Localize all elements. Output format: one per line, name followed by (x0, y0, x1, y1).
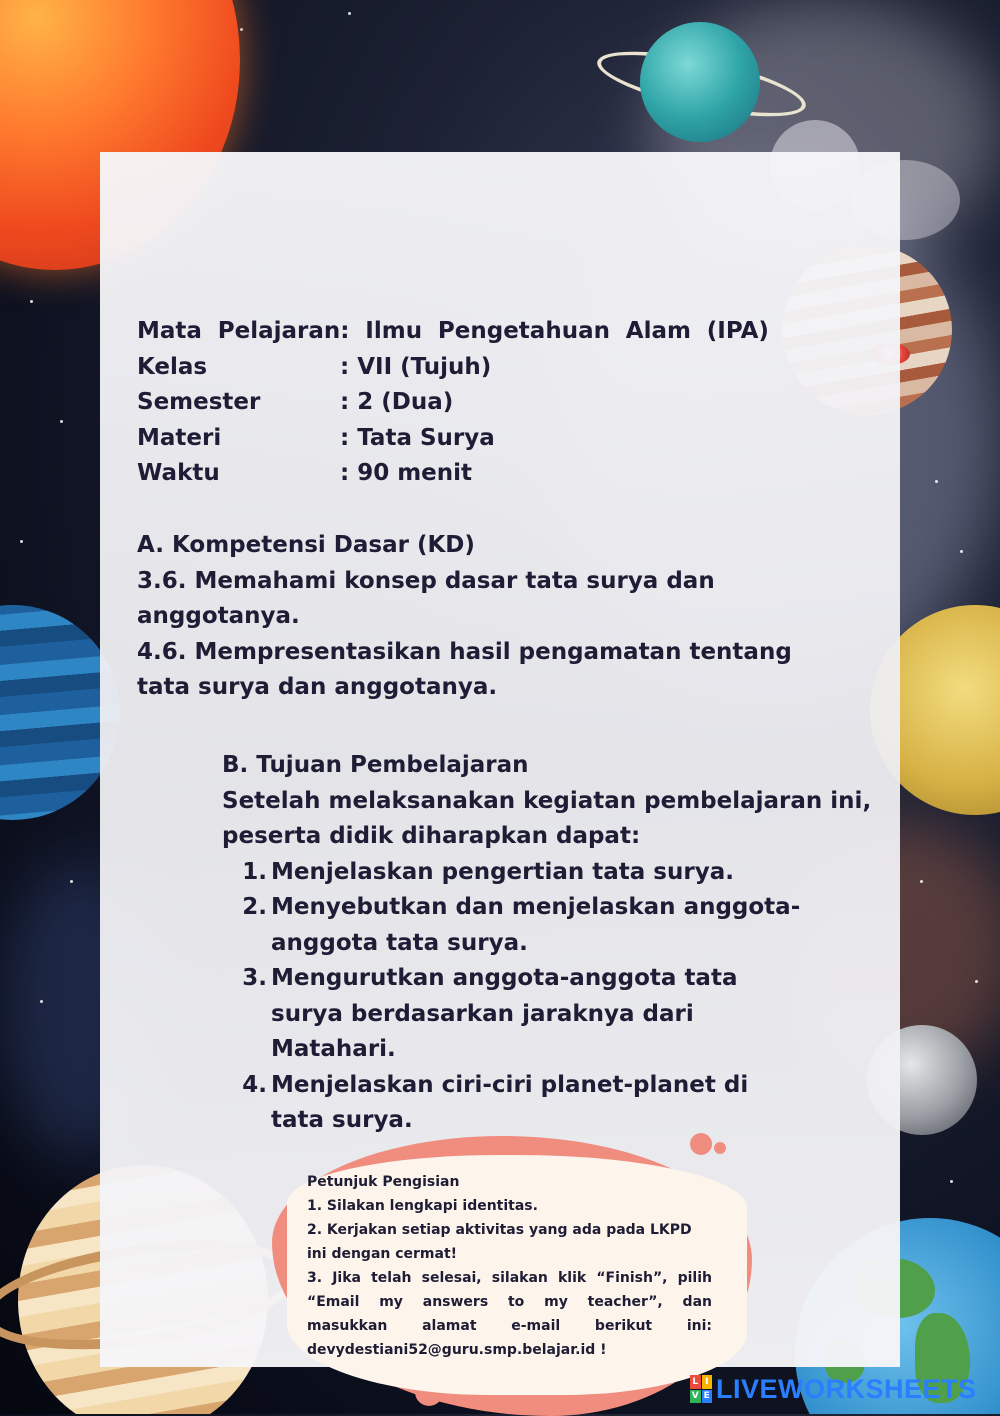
tp-item-text: Menjelaskan pengertian tata surya. (271, 858, 734, 885)
instructions-line: masukkan alamat e-mail berikut ini: (307, 1318, 712, 1334)
star (60, 420, 63, 423)
tujuan-pembelajaran-section (222, 748, 882, 1139)
instructions-title: Petunjuk Pengisian (307, 1174, 460, 1190)
decor-dot (690, 1133, 712, 1155)
star (935, 480, 938, 483)
mapel-word: Pengetahuan (437, 318, 610, 344)
mapel-word: Pelajaran: (217, 318, 350, 344)
star (30, 300, 33, 303)
saturn-planet-icon (640, 22, 760, 142)
instructions-text (307, 1170, 712, 1362)
semester-label: Semester (137, 389, 261, 415)
liveworksheets-wordmark: LIVEWORKSHEETS (716, 1373, 977, 1404)
badge-letter: I (702, 1375, 713, 1389)
semester-row (137, 385, 777, 421)
decor-dot (714, 1142, 726, 1154)
waktu-label: Waktu (137, 460, 220, 486)
star (975, 980, 978, 983)
tp-intro-line: peserta didik diharapkan dapat: (222, 823, 641, 849)
star (960, 550, 963, 553)
tp-item-text: Menjelaskan ciri-ciri planet-planet di tata surya. (271, 1071, 749, 1133)
tp-list-item (222, 890, 802, 961)
mapel-word: Mata (137, 318, 202, 344)
badge-letter: E (702, 1390, 713, 1404)
kelas-value: : VII (Tujuh) (340, 353, 492, 380)
materi-label: Materi (137, 424, 222, 451)
tp-list-item (222, 1068, 802, 1139)
tp-item-text: Mengurutkan anggota-anggota tata surya berdasarkan jaraknya dari Matahari. (271, 965, 738, 1062)
mata-pelajaran-row (137, 314, 769, 350)
mapel-word: Ilmu (365, 318, 423, 344)
star (920, 880, 923, 883)
tp-item-text: Menyebutkan dan menjelaskan anggota-anggota tata surya. (271, 894, 801, 956)
kd-heading: A. Kompetensi Dasar (KD) (137, 532, 475, 558)
tp-list-item (222, 961, 802, 1068)
badge-letter: L (690, 1375, 701, 1389)
instructions-line: 3. Jika telah selesai, silakan klik “Finish”, pilih (307, 1270, 712, 1286)
tp-list-item (222, 855, 742, 891)
semester-value: : 2 (Dua) (340, 389, 454, 415)
tp-item-number: 3. (242, 965, 267, 991)
star (950, 1180, 953, 1183)
star (348, 12, 351, 15)
instructions-line: “Email my answers to my teacher”, dan (307, 1294, 712, 1310)
liveworksheets-logo[interactable] (690, 1372, 990, 1406)
star (20, 540, 23, 543)
kelas-row (137, 350, 777, 386)
instructions-line: 2. Kerjakan setiap aktivitas yang ada pada LKPD (307, 1222, 692, 1238)
kd-item-line: 3.6. Memahami konsep dasar tata surya dan (137, 567, 715, 594)
tp-heading: B. Tujuan Pembelajaran (222, 752, 529, 778)
waktu-row (137, 456, 777, 492)
teacher-email: devydestiani52@guru.smp.belajar.id ! (307, 1342, 607, 1358)
kelas-label: Kelas (137, 353, 208, 380)
kd-item-line: anggotanya. (137, 603, 300, 629)
materi-row (137, 421, 777, 457)
tp-item-number: 1. (242, 858, 267, 885)
tp-item-number: 4. (242, 1071, 267, 1098)
star (240, 28, 243, 31)
liveworksheets-badge-icon (690, 1375, 712, 1403)
kd-item-line: 4.6. Mempresentasikan hasil pengamatan tentang (137, 638, 792, 665)
instructions-line: ini dengan cermat! (307, 1246, 458, 1262)
badge-letter: V (691, 1391, 699, 1402)
waktu-value: : 90 menit (340, 460, 473, 486)
kd-item-line: tata surya dan anggotanya. (137, 674, 498, 700)
star (70, 880, 73, 883)
instructions-line: 1. Silakan lengkapi identitas. (307, 1198, 538, 1214)
tp-item-number: 2. (242, 894, 267, 920)
star (40, 1000, 43, 1003)
subject-info (137, 314, 777, 492)
kompetensi-dasar-section (137, 528, 797, 706)
tp-intro-line: Setelah melaksanakan kegiatan pembelajaran ini, (222, 787, 872, 814)
materi-value: : Tata Surya (340, 424, 495, 451)
mapel-word: (IPA) (706, 318, 769, 344)
mapel-word: Alam (625, 318, 691, 344)
